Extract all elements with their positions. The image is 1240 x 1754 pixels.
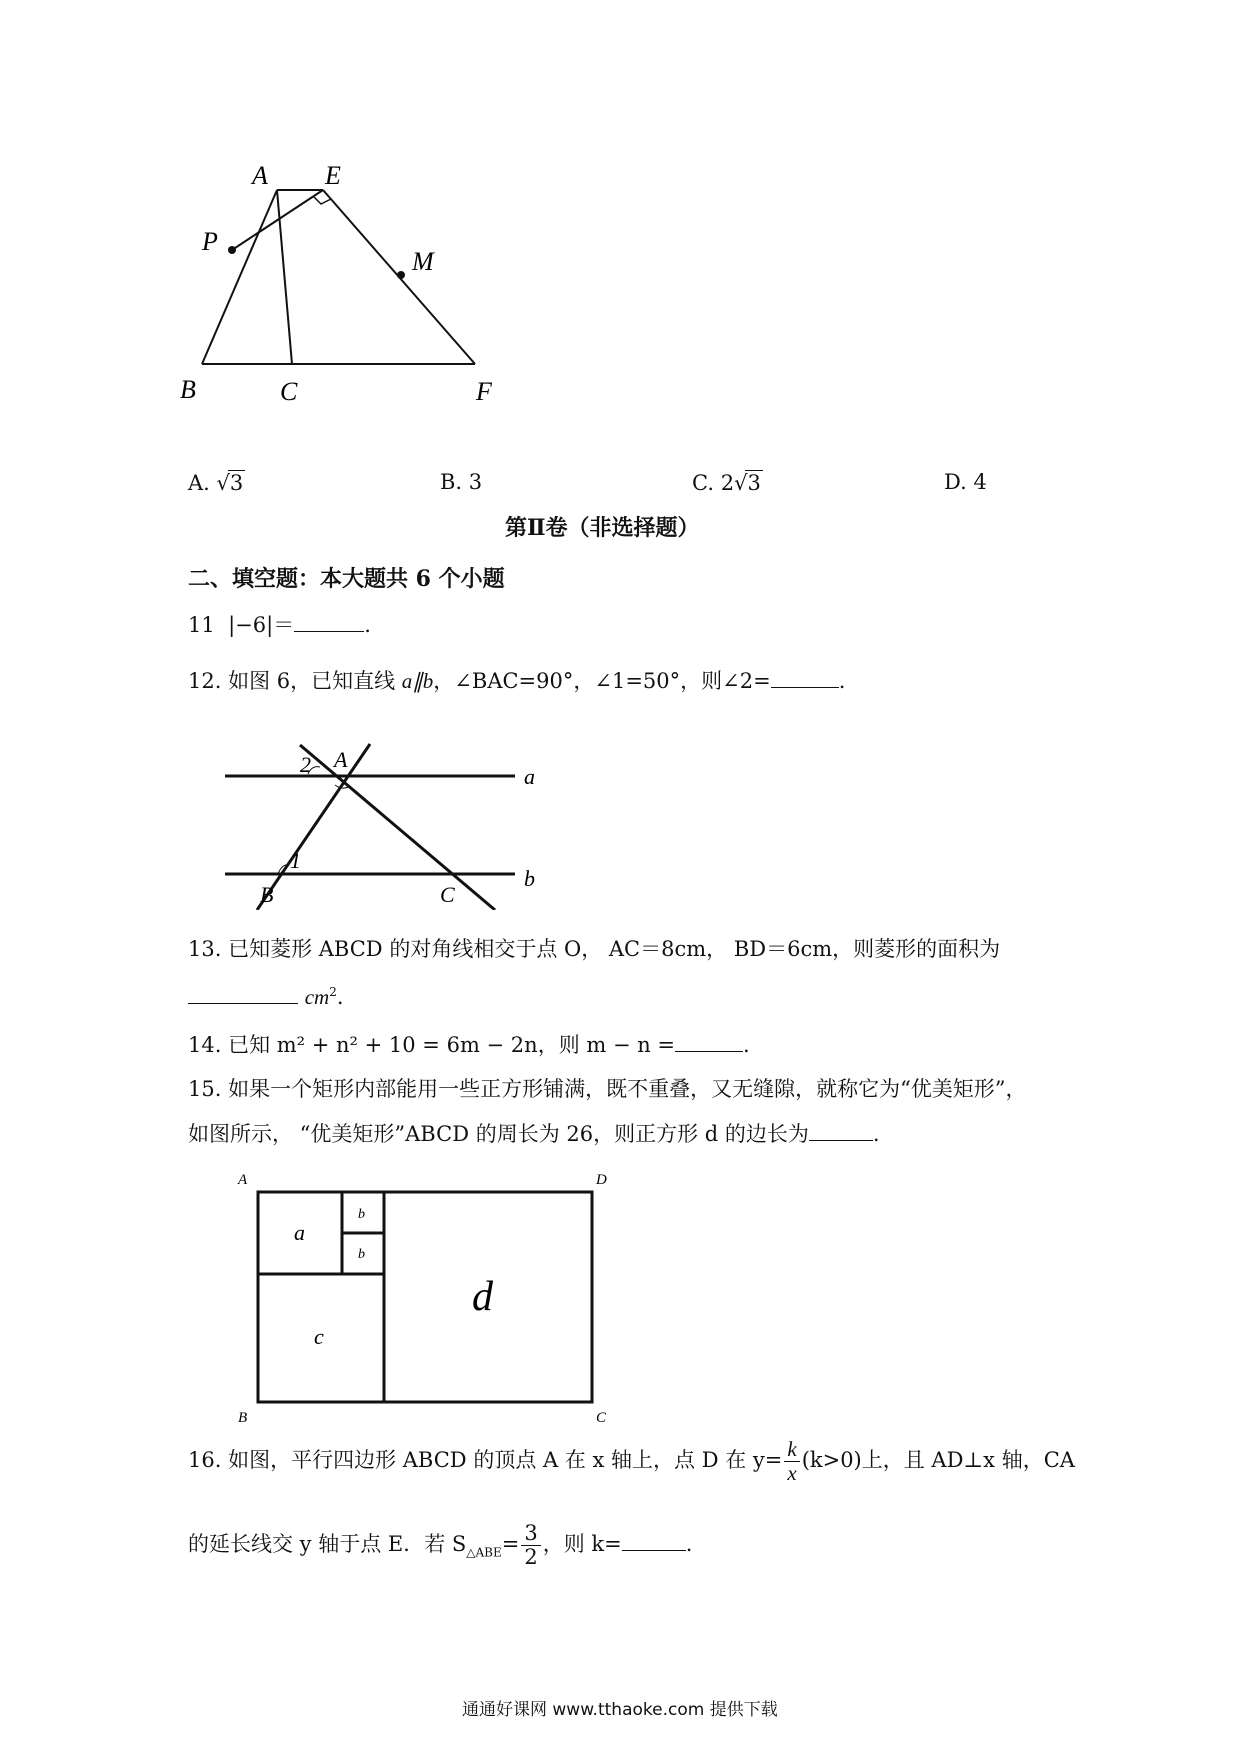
fig15-label-A: A [238,1172,248,1188]
fig15-label-B: B [238,1410,248,1426]
question-16-line2: 的延长线交 y 轴于点 E．若 $S_{\triangle ABE}=$ $\frac{3}{2}$ ，则 k= . [188,1521,693,1570]
fraction-three-halves: $\frac{3}{2}$ [521,1522,540,1569]
question-16: 16. 如图，平行四边形 ABCD 的顶点 A 在 x 轴上，点 D 在 y= $\frac{k}{x}$ (k>0)上，且 AD⊥x 轴，CA [188,1437,1075,1486]
fig15-label-C: C [596,1410,607,1426]
figure-triangle [180,150,510,410]
answer-blank-12[interactable] [771,667,839,688]
section-title: 第Ⅱ卷（非选择题） [505,515,700,541]
choice-a-radicand: 3 [229,471,244,495]
choice-d[interactable]: D. 4 [944,470,987,494]
label-M: M [412,247,434,276]
label-P: P [202,227,218,256]
fig15-label-D: D [596,1172,607,1188]
question-14: 14. 已知 m² + n² + 10 = 6m − 2n，则 m − n = . [188,1033,750,1057]
question-15: 15. 如果一个矩形内部能用一些正方形铺满，既不重叠，又无缝隙，就称它为“优美矩形”， [188,1077,1027,1101]
choice-b[interactable]: B. 3 [440,470,483,494]
label-E: E [325,161,341,190]
question-12: 12. 如图 6，已知直线 a∥b，∠BAC=90°，∠1=50°，则∠2= . [188,669,846,693]
question-11: 11 |−6|＝ . [188,613,371,637]
label-B: B [180,375,196,404]
answer-blank-11[interactable] [294,611,364,632]
choice-a-letter: A. [188,471,210,495]
choice-c-radicand: 3 [747,471,761,495]
fig15-label-b2: b [358,1247,365,1262]
fig15-label-a: a [294,1220,305,1245]
fig12-label-C: C [440,882,455,907]
question-13: 13. 已知菱形 ABCD 的对角线相交于点 O， AC＝8cm， BD＝6cm，则菱形的面积为 [188,937,1001,961]
fig12-label-B: B [260,882,274,907]
fig12-label-A: A [334,747,348,772]
fig12-label-b: b [524,866,535,891]
part-title: 二、填空题：本大题共 6 个小题 [188,566,505,592]
label-A: A [252,161,268,190]
fraction-k-over-x: $\frac{k}{x}$ [784,1438,799,1485]
choice-c-letter: C. [692,471,714,495]
fig15-label-d: d [472,1274,493,1320]
label-F: F [476,377,492,406]
answer-blank-14[interactable] [675,1031,743,1052]
fig15-label-c: c [314,1324,324,1349]
question-13-line2: $cm^2$. [188,983,344,1010]
answer-blank-15[interactable] [809,1120,873,1141]
label-C: C [280,377,298,406]
answer-blank-16[interactable] [622,1530,686,1551]
fig12-label-2: 2 [300,752,311,777]
fig12-label-1: 1 [290,848,301,873]
figure-beautiful-rectangle [232,1168,632,1428]
footer: 通通好课网 www.tthaoke.com 提供下载 [462,1700,778,1720]
choice-a[interactable]: A. √3 [188,471,244,495]
choice-c-coef: 2 [720,471,735,495]
figure-parallel-lines [220,740,550,910]
fig15-label-b1: b [358,1207,365,1222]
fig12-label-a: a [524,764,535,789]
answer-blank-13[interactable] [188,983,298,1004]
question-15-line2: 如图所示， “优美矩形”ABCD 的周长为 26，则正方形 d 的边长为 . [188,1122,880,1146]
choice-c[interactable]: C. 2√3 [692,471,761,495]
